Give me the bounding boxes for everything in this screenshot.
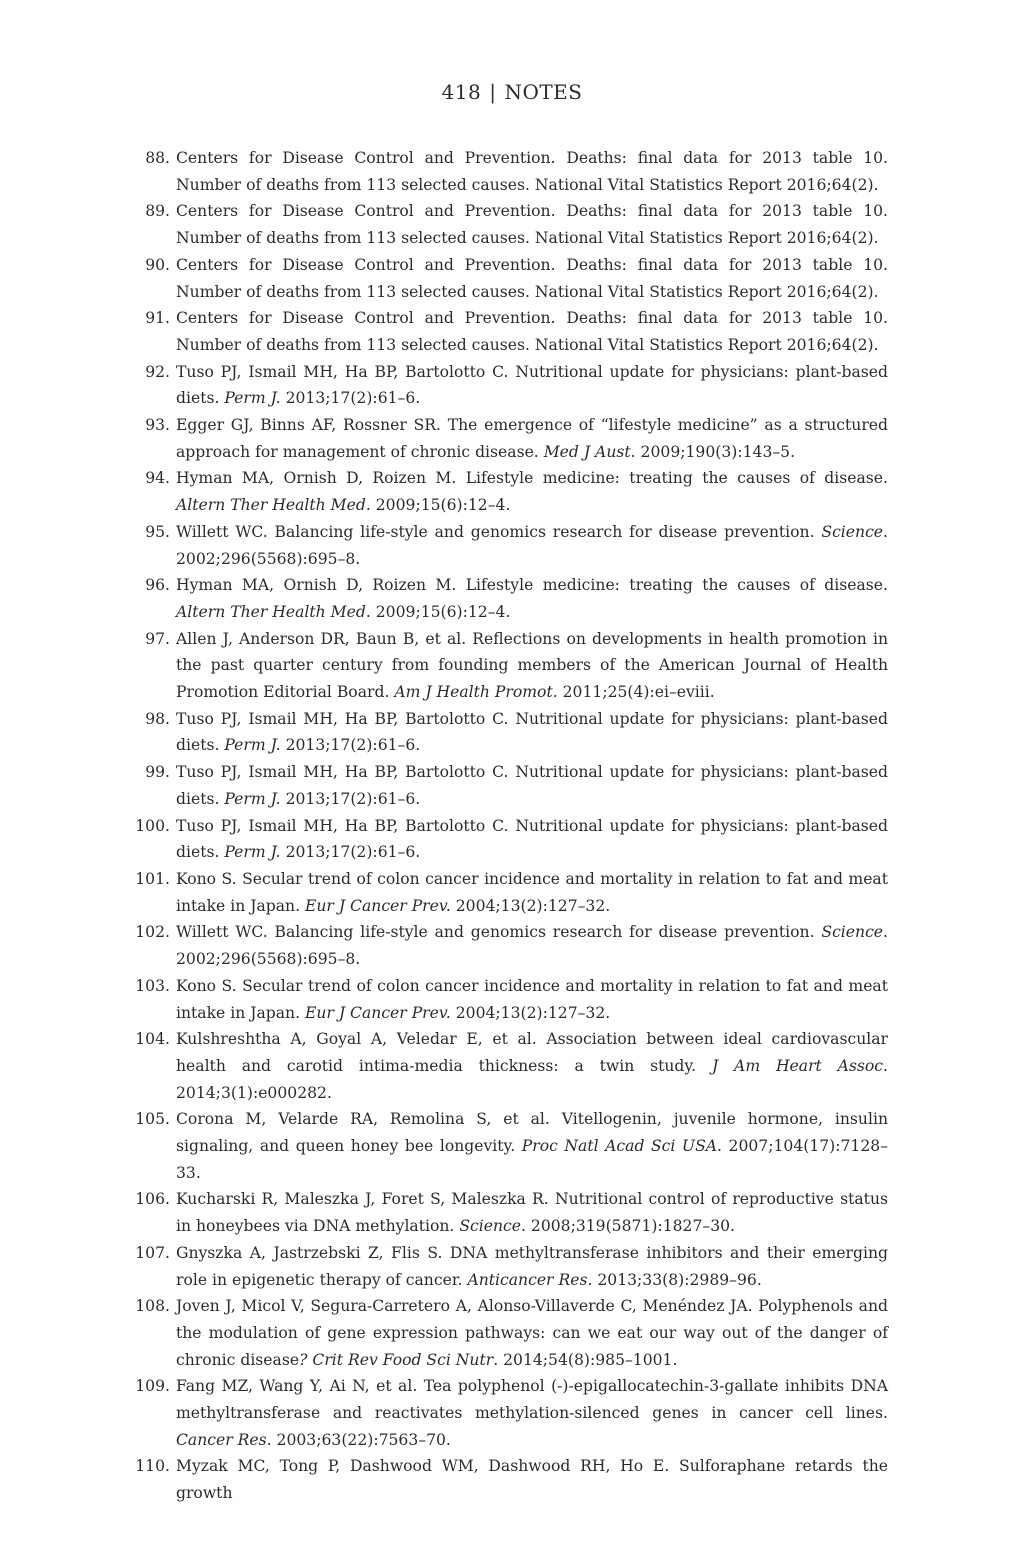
note-number: 93. [145,416,170,435]
journal-title: Perm J. [224,843,281,862]
citation-text: Corona M, Velarde RA, Remolina S, et al. Vitellogenin, juvenile hormone, insulin signaling, and queen honey bee longevity. [176,1110,888,1156]
note-entry [120,1240,888,1293]
citation-text: 2013;17(2):61–6. [280,736,421,755]
citation-text: Kucharski R, Maleszka J, Foret S, Maleszka R. Nutritional control of reproductive status in honeybees via DNA methylation. [176,1190,888,1236]
note-text [170,198,888,251]
journal-title: Science [459,1217,521,1236]
note-entry [120,1293,888,1373]
journal-title: Science [821,522,884,541]
citation-text: Tuso PJ, Ismail MH, Ha BP, Bartolotto C. Nutritional update for physicians: plant-based diets. [176,763,888,808]
journal-title: Anticancer Res [467,1270,588,1289]
note-number: 95. [145,522,170,541]
note-entry [120,759,888,812]
note-text [170,706,888,759]
note-text [170,252,888,305]
citation-text: 2004;13(2):127–32. [450,896,611,915]
notes-list [120,145,888,1507]
journal-title: Science [821,923,884,942]
citation-text: 2013;17(2):61–6. [280,789,421,808]
note-text [170,1026,888,1106]
citation-text: . 2003;63(22):7563–70. [266,1430,451,1449]
citation-text: Hyman MA, Ornish D, Roizen M. Lifestyle medicine: treating the causes of disease. [176,576,888,595]
note-number: 105. [135,1110,170,1129]
citation-text: Kono S. Secular trend of colon cancer incidence and mortality in relation to fat and meat intake in Japan. [176,869,888,915]
journal-title: Eur J Cancer Prev. [305,896,451,915]
note-number: 91. [145,309,170,328]
note-text [170,1240,888,1293]
journal-title: ? Crit Rev Food Sci Nutr [299,1350,494,1369]
note-entry [120,412,888,465]
note-text [170,1453,888,1506]
citation-text: Fang MZ, Wang Y, Ai N, et al. Tea polyphenol (-)-epigallocatechin-3-gallate inhibits DNA methyltransferase and reactivates methylation-silenced genes in cancer cell lines. [176,1377,888,1423]
note-entry [120,813,888,866]
note-number: 104. [135,1030,170,1049]
citation-text: . 2009;190(3):143–5. [630,442,796,461]
note-entry [120,973,888,1026]
note-number: 102. [135,923,170,942]
note-entry [120,919,888,972]
citation-text: Centers for Disease Control and Prevention. Deaths: final data for 2013 table 10. Number of deaths from 113 selected causes. National Vital Statistics Report 2016;64(2). [176,202,888,248]
journal-title: Eur J Cancer Prev. [305,1003,451,1022]
note-text [170,1106,888,1186]
note-text [170,1186,888,1239]
header-separator: | [489,80,497,104]
journal-title: Proc Natl Acad Sci USA [521,1137,718,1156]
citation-text: Gnyszka A, Jastrzebski Z, Flis S. DNA methyltransferase inhibitors and their emerging role in epigenetic therapy of cancer. [176,1243,888,1289]
journal-title: Perm J. [224,789,281,808]
citation-text: Willett WC. Balancing life-style and genomics research for disease prevention. [176,522,822,541]
note-number: 97. [145,629,170,648]
note-number: 108. [135,1297,170,1316]
citation-text: 2013;17(2):61–6. [280,843,421,862]
note-text [170,465,888,518]
citation-text: . 2009;15(6):12–4. [365,496,511,515]
note-entry [120,1106,888,1186]
journal-title: Perm J. [224,389,281,408]
citation-text: . 2011;25(4):ei–eviii. [552,683,715,702]
citation-text: Tuso PJ, Ismail MH, Ha BP, Bartolotto C. Nutritional update for physicians: plant-based diets. [176,362,888,408]
note-entry [120,198,888,251]
note-number: 92. [145,362,170,381]
journal-title: Am J Health Promot [394,683,553,702]
citation-text: . 2002;296(5568):695–8. [176,923,888,969]
note-entry [120,572,888,625]
note-number: 101. [135,869,170,888]
note-number: 98. [145,709,170,728]
note-number: 103. [135,976,170,995]
note-entry [120,519,888,572]
note-text [170,519,888,572]
citation-text: Tuso PJ, Ismail MH, Ha BP, Bartolotto C. Nutritional update for physicians: plant-based diets. [176,816,888,862]
citation-text: Centers for Disease Control and Prevention. Deaths: final data for 2013 table 10. Number of deaths from 113 selected causes. National Vital Statistics Report 2016;64(2). [176,255,888,301]
citation-text: . 2008;319(5871):1827–30. [520,1217,735,1236]
note-entry [120,866,888,919]
citation-text: Kulshreshtha A, Goyal A, Veledar E, et al. Association between ideal cardiovascular health and carotid intima-media thickness: a twin study. [176,1030,888,1075]
note-text [170,626,888,706]
citation-text: 2013;17(2):61–6. [280,389,421,408]
note-entry [120,1026,888,1106]
note-entry [120,145,888,198]
note-number: 107. [135,1243,170,1262]
page-number: 418 [441,80,482,104]
citation-text: Myzak MC, Tong P, Dashwood WM, Dashwood RH, Ho E. Sulforaphane retards the growth [176,1457,888,1503]
citation-text: Joven J, Micol V, Segura-Carretero A, Alonso-Villaverde C, Menéndez JA. Polyphenols and the modulation of gene expression pathways: can we eat our way out of the danger of chronic disease [176,1297,888,1369]
citation-text: Kono S. Secular trend of colon cancer incidence and mortality in relation to fat and meat intake in Japan. [176,976,888,1022]
note-number: 106. [135,1190,170,1209]
note-number: 90. [145,255,170,274]
note-entry [120,465,888,518]
note-entry [120,706,888,759]
note-entry [120,305,888,358]
citation-text: Centers for Disease Control and Prevention. Deaths: final data for 2013 table 10. Number of deaths from 113 selected causes. National Vital Statistics Report 2016;64(2). [176,309,888,354]
note-text [170,1373,888,1453]
citation-text: Egger GJ, Binns AF, Rossner SR. The emergence of “lifestyle medicine” as a structured approach for management of chronic disease. [176,416,888,461]
note-number: 88. [145,149,170,167]
note-text [170,305,888,358]
note-text [170,359,888,412]
note-text [170,572,888,625]
note-entry [120,1373,888,1453]
journal-title: Altern Ther Health Med [176,496,366,515]
running-header [0,78,1024,106]
note-text [170,759,888,812]
journal-title: Med J Aust [543,442,631,461]
note-entry [120,359,888,412]
journal-title: J Am Heart Assoc [711,1056,884,1075]
journal-title: Perm J. [224,736,281,755]
note-number: 100. [135,816,170,835]
note-text [170,866,888,919]
note-entry [120,1186,888,1239]
citation-text: 2004;13(2):127–32. [450,1003,611,1022]
section-title: NOTES [504,80,583,104]
note-entry [120,252,888,305]
note-entry [120,1453,888,1506]
citation-text: Hyman MA, Ornish D, Roizen M. Lifestyle medicine: treating the causes of disease. [176,469,888,488]
note-text [170,412,888,465]
note-number: 99. [145,763,170,782]
note-number: 94. [145,469,170,488]
note-number: 96. [145,576,170,595]
journal-title: Cancer Res [176,1430,267,1449]
citation-text: Tuso PJ, Ismail MH, Ha BP, Bartolotto C. Nutritional update for physicians: plant-based diets. [176,709,888,755]
citation-text: . 2014;54(8):985–1001. [493,1350,678,1369]
note-number: 109. [135,1377,170,1396]
note-text [170,145,888,198]
citation-text: . 2002;296(5568):695–8. [176,522,888,568]
citation-text: . 2014;3(1):e000282. [176,1056,889,1102]
note-number: 89. [145,202,170,221]
note-text [170,1293,888,1373]
note-text [170,813,888,866]
citation-text: . 2007;104(17):7128–33. [176,1137,888,1182]
note-text [170,919,888,972]
note-text [170,973,888,1026]
citation-text: Allen J, Anderson DR, Baun B, et al. Reflections on developments in health promotion in the past quarter century from founding members of the American Journal of Health Promotion Editorial Board. [176,629,888,702]
citation-text: Centers for Disease Control and Prevention. Deaths: final data for 2013 table 10. Number of deaths from 113 selected causes. National Vital Statistics Report 2016;64(2). [176,149,888,194]
journal-title: Altern Ther Health Med [176,602,366,621]
citation-text: . 2009;15(6):12–4. [365,602,511,621]
note-number: 110. [135,1457,170,1476]
citation-text: Willett WC. Balancing life-style and genomics research for disease prevention. [176,923,822,942]
citation-text: . 2013;33(8):2989–96. [587,1270,762,1289]
note-entry [120,626,888,706]
